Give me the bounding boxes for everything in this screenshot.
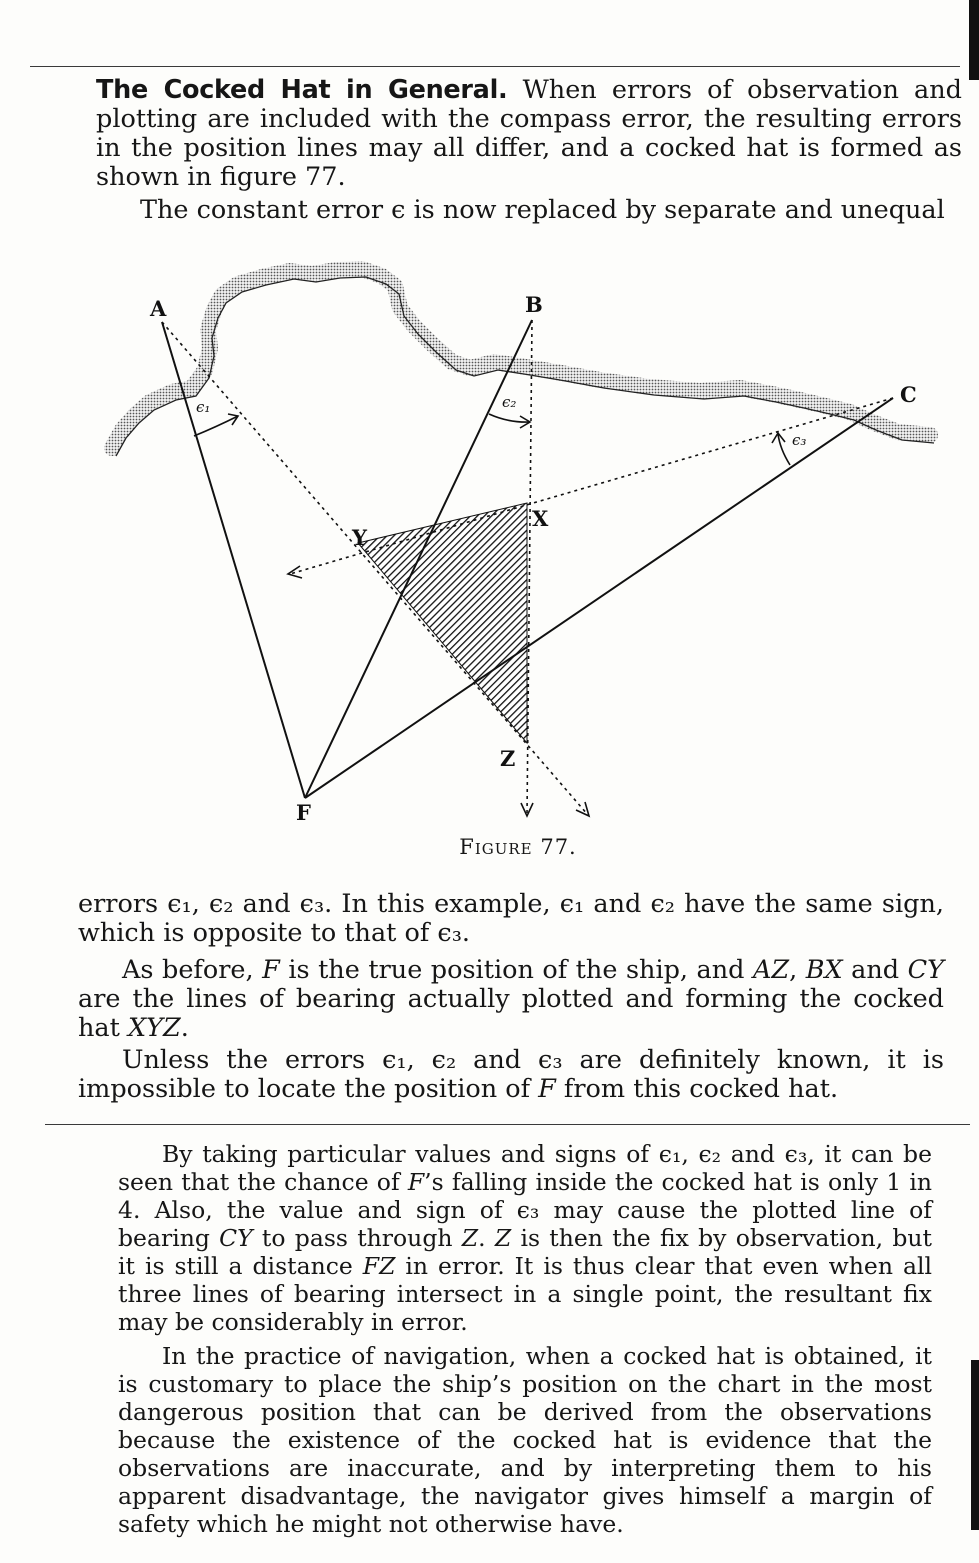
paragraph-practice: In the practice of navigation, when a cocked hat is obtained, it is customary to place the ship’s position on the chart in the most dangerous position that can be derived from the observations because the existence of the cocked hat is evidence that the observations are inaccurate, and by interpreting them to his apparent disadvantage, the navigator gives himself a margin of safety which he might not otherwise have. [118, 1342, 932, 1538]
section-heading: The Cocked Hat in General. [96, 75, 508, 105]
label-b: B [525, 292, 543, 317]
paragraph-constant-error: The constant error ϵ is now replaced by separate and unequal [140, 195, 945, 225]
paragraph-unless: Unless the errors ϵ₁, ϵ₂ and ϵ₃ are definitely known, it is impossible to locate the position of F from this cocked hat. [78, 1045, 944, 1104]
label-e3: ϵ₃ [792, 431, 807, 449]
figure-caption: Figure 77. [459, 835, 577, 859]
plotted-line-cy [290, 398, 893, 574]
figure-77 [0, 250, 979, 830]
paragraph-by-taking: By taking particular values and signs of ϵ₁, ϵ₂ and ϵ₃, it can be seen that the chance of F’s falling inside the cocked hat is only 1 in 4. Also, the value and sign of ϵ₃ may cause the plotted line of bearing CY to pass through Z. Z is then the fix by observation, but it is still a distance FZ in error. It is thus clear that even when all three lines of bearing intersect in a single point, the resultant fix may be considerably in error. [118, 1140, 933, 1336]
label-e2: ϵ₂ [502, 393, 517, 411]
label-a: A [150, 296, 167, 321]
label-f: F [296, 800, 311, 825]
scan-edge-mark [969, 0, 979, 80]
plotted-line-bx [527, 320, 532, 815]
label-e1: ϵ₁ [196, 398, 211, 416]
section-rule [45, 1124, 970, 1125]
label-y: Y [352, 525, 367, 550]
line-c-f [305, 398, 893, 798]
label-x: X [532, 506, 549, 531]
angle-arc-e1 [194, 416, 238, 436]
label-z: Z [500, 746, 516, 771]
paragraph-as-before: As before, F is the true position of the ship, and AZ, BX and CY are the lines of bearing actually plotted and forming the cocked hat XYZ. [78, 955, 944, 1043]
angle-arc-e3 [778, 434, 790, 465]
paragraph-errors: errors ϵ₁, ϵ₂ and ϵ₃. In this example, ϵ₁ and ϵ₂ have the same sign, which is opposite to that of ϵ₃. [78, 889, 944, 948]
line-a-f [162, 322, 305, 798]
paragraph-intro: The Cocked Hat in General. When errors of observation and plotting are included with the compass error, the resulting errors in the position lines may all differ, and a cocked hat is formed as shown in figure 77. [96, 75, 963, 192]
scan-edge-mark [971, 1360, 979, 1530]
cocked-hat-triangle [358, 503, 527, 743]
label-c: C [900, 382, 917, 407]
arrow-head-cy [288, 566, 302, 578]
arrow-head-az [576, 802, 589, 816]
top-rule [30, 66, 960, 67]
